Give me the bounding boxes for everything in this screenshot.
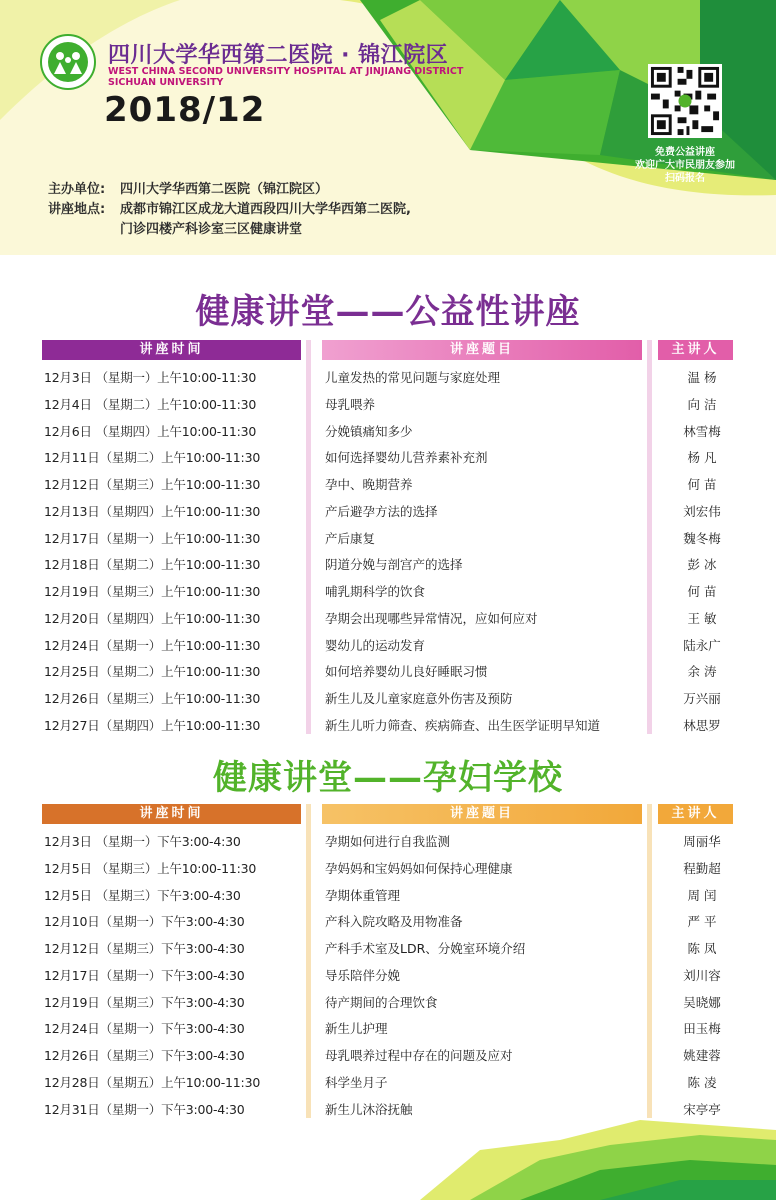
table-row	[0, 906, 776, 933]
event-info	[48, 180, 411, 240]
organizer-label: 主办单位:	[48, 182, 106, 197]
lecture-time: 12月12日（星期三）上午10:00-11:30	[44, 477, 261, 492]
lecture-speaker: 吴晓娜	[683, 994, 721, 1010]
lecture-topic: 婴幼儿的运动发育	[325, 637, 426, 653]
lecture-time: 12月3日 （星期一）下午3:00-4:30	[44, 834, 241, 849]
table-row	[0, 826, 776, 853]
section-title-pregnancy-school: 健康讲堂——孕妇学校	[213, 758, 563, 798]
table-row	[0, 630, 776, 657]
lecture-speaker: 刘川容	[683, 967, 721, 983]
lecture-speaker: 杨 凡	[687, 450, 717, 466]
lecture-topic: 阴道分娩与剖宫产的选择	[325, 557, 463, 573]
lecture-speaker: 王 敏	[687, 610, 717, 626]
lecture-time: 12月24日（星期一）上午10:00-11:30	[44, 637, 261, 653]
qr-note-line: 欢迎广大市民朋友参加	[635, 160, 735, 171]
venue-row	[48, 200, 411, 220]
section-title-public-lectures: 健康讲堂——公益性讲座	[195, 292, 581, 332]
lecture-speaker: 向 洁	[687, 396, 717, 412]
lecture-time: 12月28日（星期五）上午10:00-11:30	[44, 1074, 261, 1090]
lecture-time: 12月5日 （星期三）上午10:00-11:30	[44, 860, 257, 876]
organizer-value: 四川大学华西第二医院（锦江院区）	[120, 182, 329, 197]
column-header-speaker: 主讲人	[658, 804, 733, 824]
hospital-name-en	[108, 66, 463, 88]
lecture-time: 12月26日（星期三）上午10:00-11:30	[44, 691, 261, 706]
lecture-topic: 儿童发热的常见问题与家庭处理	[325, 370, 501, 385]
lecture-speaker: 何 苗	[687, 477, 717, 492]
table-row	[0, 656, 776, 683]
lecture-time: 12月17日（星期一）下午3:00-4:30	[44, 967, 245, 983]
lecture-time: 12月5日 （星期三）下午3:00-4:30	[44, 887, 241, 903]
table-row	[0, 933, 776, 960]
lecture-speaker: 周 闰	[687, 887, 717, 903]
table-row	[0, 1040, 776, 1067]
qr-note-line: 扫码报名	[665, 173, 705, 184]
lecture-time: 12月20日（星期四）上午10:00-11:30	[44, 610, 261, 626]
qr-code-icon[interactable]	[648, 64, 722, 138]
lecture-topic: 待产期间的合理饮食	[325, 994, 438, 1010]
lecture-topic: 新生儿沐浴抚触	[325, 1101, 413, 1117]
table-row	[0, 416, 776, 443]
lecture-speaker: 陈 凤	[687, 941, 717, 956]
lecture-topic: 导乐陪伴分娩	[325, 967, 401, 983]
lecture-speaker: 刘宏伟	[683, 503, 721, 519]
venue-value-line2: 门诊四楼产科诊室三区健康讲堂	[120, 222, 303, 237]
table-row	[0, 1094, 776, 1121]
lecture-topic: 新生儿听力筛查、疾病筛查、出生医学证明早知道	[325, 717, 601, 733]
bottom-decoration	[0, 1120, 776, 1200]
lecture-topic: 孕妈妈和宝妈妈如何保持心理健康	[325, 860, 513, 876]
qr-note-line: 免费公益讲座	[655, 147, 715, 158]
lecture-speaker: 何 苗	[687, 584, 717, 599]
table-row	[0, 987, 776, 1014]
lecture-topic: 科学坐月子	[325, 1074, 388, 1090]
lecture-topic: 如何培养婴幼儿良好睡眠习惯	[325, 664, 488, 680]
venue-label: 讲座地点:	[48, 202, 106, 217]
hospital-name-en-line2: SICHUAN UNIVERSITY	[108, 77, 224, 88]
organizer-row	[48, 180, 411, 200]
table-row	[0, 362, 776, 389]
hospital-logo	[40, 34, 96, 90]
column-header-time: 讲座时间	[42, 804, 301, 824]
column-header-topic: 讲座题目	[322, 804, 642, 824]
lecture-speaker: 陈 凌	[687, 1074, 717, 1090]
table-row	[0, 1067, 776, 1094]
column-header-topic: 讲座题目	[322, 340, 642, 360]
lecture-topic: 产后康复	[325, 530, 376, 546]
table-row	[0, 576, 776, 603]
table-row	[0, 880, 776, 907]
table-row	[0, 523, 776, 550]
lecture-speaker: 田玉梅	[683, 1021, 721, 1037]
poster-header	[0, 0, 776, 255]
table-row	[0, 469, 776, 496]
lecture-speaker: 万兴丽	[683, 691, 721, 706]
lecture-topic: 哺乳期科学的饮食	[325, 584, 426, 599]
lecture-topic: 如何选择婴幼儿营养素补充剂	[325, 450, 488, 466]
poster-date: 2018/12	[104, 90, 266, 130]
lecture-topic: 新生儿护理	[325, 1021, 388, 1037]
lecture-time: 12月18日（星期二）上午10:00-11:30	[44, 557, 261, 573]
lecture-time: 12月27日（星期四）上午10:00-11:30	[44, 717, 261, 733]
lecture-time: 12月19日（星期三）下午3:00-4:30	[44, 994, 245, 1010]
lecture-topic: 产科手术室及LDR、分娩室环境介绍	[325, 941, 526, 956]
table-row	[0, 603, 776, 630]
table-row	[0, 683, 776, 710]
table-row	[0, 442, 776, 469]
lecture-time: 12月26日（星期三）下午3:00-4:30	[44, 1048, 245, 1063]
table-row	[0, 549, 776, 576]
lecture-topic: 新生儿及儿童家庭意外伤害及预防	[325, 691, 513, 706]
lecture-time: 12月17日（星期一）上午10:00-11:30	[44, 530, 261, 546]
table-row	[0, 389, 776, 416]
lecture-topic: 分娩镇痛知多少	[325, 423, 413, 439]
table-row	[0, 496, 776, 523]
table-row	[0, 853, 776, 880]
hospital-name-cn: 四川大学华西第二医院 · 锦江院区	[108, 43, 449, 68]
lecture-speaker: 魏冬梅	[683, 530, 721, 546]
lecture-time: 12月11日（星期二）上午10:00-11:30	[44, 450, 261, 466]
hospital-name-en-line1: WEST CHINA SECOND UNIVERSITY HOSPITAL AT JINJIANG DISTRICT	[108, 66, 464, 77]
lecture-time: 12月6日 （星期四）上午10:00-11:30	[44, 423, 257, 439]
lecture-time: 12月31日（星期一）下午3:00-4:30	[44, 1101, 245, 1117]
lecture-topic: 孕期体重管理	[325, 887, 401, 903]
lecture-topic: 孕期会出现哪些异常情况，应如何应对	[325, 610, 538, 626]
qr-note	[610, 146, 760, 185]
lecture-time: 12月10日（星期一）下午3:00-4:30	[44, 914, 245, 930]
lecture-speaker: 姚建蓉	[683, 1048, 721, 1063]
lecture-speaker: 余 涛	[687, 664, 717, 680]
lecture-speaker: 周丽华	[683, 834, 721, 849]
lecture-time: 12月3日 （星期一）上午10:00-11:30	[44, 370, 257, 385]
lecture-speaker: 彭 冰	[687, 557, 717, 573]
lecture-speaker: 陆永广	[683, 637, 721, 653]
lecture-topic: 产后避孕方法的选择	[325, 503, 438, 519]
table-row	[0, 960, 776, 987]
lecture-speaker: 程勤超	[683, 860, 721, 876]
table-row	[0, 710, 776, 737]
lecture-speaker: 严 平	[687, 914, 717, 930]
column-header-time: 讲座时间	[42, 340, 301, 360]
lecture-time: 12月13日（星期四）上午10:00-11:30	[44, 503, 261, 519]
lecture-speaker: 宋亭亭	[683, 1101, 721, 1117]
venue-value: 成都市锦江区成龙大道西段四川大学华西第二医院,	[120, 202, 411, 217]
lecture-topic: 孕中、晚期营养	[325, 477, 413, 492]
lecture-time: 12月19日（星期三）上午10:00-11:30	[44, 584, 261, 599]
table-row	[0, 1013, 776, 1040]
column-header-speaker: 主讲人	[658, 340, 733, 360]
lecture-topic: 母乳喂养过程中存在的问题及应对	[325, 1048, 513, 1063]
lecture-speaker: 林雪梅	[683, 423, 721, 439]
lecture-time: 12月4日 （星期二）上午10:00-11:30	[44, 396, 257, 412]
lecture-time: 12月25日（星期二）上午10:00-11:30	[44, 664, 261, 680]
lecture-topic: 产科入院攻略及用物准备	[325, 914, 463, 930]
lecture-speaker: 温 杨	[687, 370, 717, 385]
lecture-topic: 孕期如何进行自我监测	[325, 834, 451, 849]
lecture-time: 12月12日（星期三）下午3:00-4:30	[44, 941, 245, 956]
lecture-topic: 母乳喂养	[325, 396, 376, 412]
lecture-speaker: 林思罗	[683, 717, 721, 733]
lecture-time: 12月24日（星期一）下午3:00-4:30	[44, 1021, 245, 1037]
